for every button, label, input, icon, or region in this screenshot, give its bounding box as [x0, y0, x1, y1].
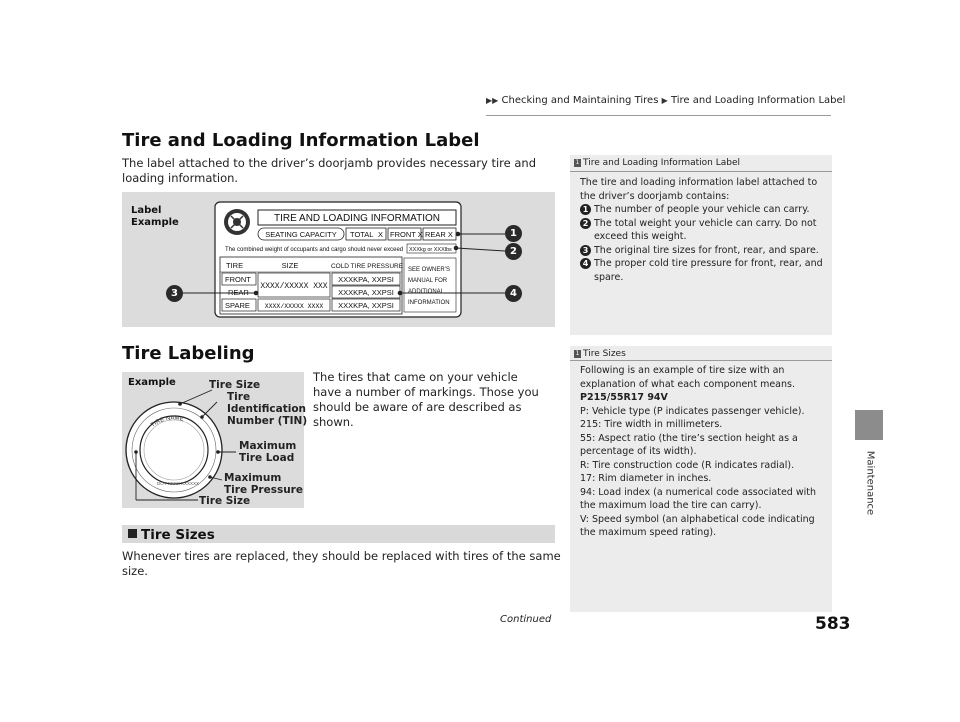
breadcrumb-arrow-icon: ▶▶: [486, 96, 499, 105]
col-size: SIZE: [281, 261, 299, 270]
tire-sizes-section-bar: [122, 525, 555, 543]
section-title-label: Tire and Loading Information Label: [122, 130, 480, 151]
note-heading-label: 1 Tire and Loading Information Label: [575, 158, 741, 168]
rear-x: REAR X: [425, 230, 453, 239]
section-body-label: The label attached to the driver’s doorjamb provides necessary tire and loading information.: [122, 156, 536, 185]
see-owner-line-4: INFORMATION: [408, 300, 450, 306]
max-pressure-label: Maximum Tire Pressure: [224, 472, 303, 496]
svg-text:DOT XXXX XXXXXX: DOT XXXX XXXXXX: [157, 481, 199, 486]
section-body-tire-labeling: The tires that came on your vehicle have a number of markings. Those you should be aware of are described as shown.: [313, 370, 539, 429]
callout-2-leader: [456, 248, 505, 251]
pressure-spare: XXXKPA, XXPSI: [338, 301, 394, 310]
side-tab-block: [855, 410, 883, 440]
label-example-caption: Label Example: [131, 205, 179, 228]
note-marker-icon: 1: [575, 350, 580, 357]
tire-size-top-label: Tire Size: [209, 379, 261, 391]
continued-label: Continued: [500, 614, 552, 625]
tire-sizes-title: Tire Sizes: [141, 527, 215, 543]
wheel-logo-icon: [224, 209, 250, 235]
side-tab-label: Maintenance: [864, 450, 876, 516]
row-rear: REAR: [228, 288, 249, 297]
callout-4: 4: [505, 285, 522, 302]
tire-name-text: TIRE NAME: [150, 415, 185, 429]
total-label: TOTAL: [350, 230, 374, 239]
row-spare: SPARE: [225, 301, 250, 310]
front-x: FRONT X: [390, 230, 423, 239]
combined-weight-text: The combined weight of occupants and cargo should never exceed: [225, 247, 404, 253]
size-spare: XXXX/XXXXX XXXX: [264, 303, 324, 310]
breadcrumb: [486, 95, 845, 106]
section-title-tire-labeling: Tire Labeling: [122, 343, 255, 364]
note-rule: [570, 171, 832, 172]
sticker-title: TIRE AND LOADING INFORMATION: [274, 213, 440, 224]
tire-size-bottom-label: Tire Size: [199, 495, 251, 507]
seating-capacity: SEATING CAPACITY: [265, 230, 337, 239]
note-body-label: The tire and loading information label attached to the driver’s doorjamb contains: 1 The number of people your vehicle can carry. 2 The total weight your vehicle can carry. Do not exceed this weight. 3 The original tire sizes for front, rear, and spare. 4 The proper cold tire pressure for front, rear, and spare.: [580, 177, 823, 283]
breadcrumb-part-1: Checking and Maintaining Tires: [501, 95, 659, 106]
row-front: FRONT: [225, 275, 251, 284]
see-owner-line-2: MANUAL FOR: [408, 278, 448, 284]
tire-sizes-body: Whenever tires are replaced, they should be replaced with tires of the same size.: [122, 549, 561, 578]
tire-loading-label-illustration: [122, 192, 555, 327]
weight-value: XXXkg or XXXlbs: [409, 247, 452, 253]
header-rule: [486, 115, 831, 116]
callout-2: 2: [505, 243, 522, 260]
pressure-front: XXXKPA, XXPSI: [338, 275, 394, 284]
tire-example-caption: Example: [128, 377, 176, 388]
see-owner-line-1: SEE OWNER’S: [408, 267, 451, 273]
note-marker-icon: 1: [575, 159, 580, 166]
breadcrumb-arrow-icon: ▶: [661, 96, 668, 105]
total-x: X: [378, 230, 384, 239]
breadcrumb-part-2: Tire and Loading Information Label: [670, 95, 846, 106]
see-owner-line-3: ADDITIONAL: [408, 289, 445, 295]
size-front-rear: XXXX/XXXXX XXX: [260, 282, 328, 291]
col-pressure: COLD TIRE PRESSURE: [330, 263, 404, 270]
section-square-icon: [128, 529, 137, 538]
note-heading-tire-sizes: 1 Tire Sizes: [575, 349, 626, 359]
callout-1: 1: [505, 225, 522, 242]
col-tire: TIRE: [226, 261, 244, 270]
tin-label: Tire Identification Number (TIN): [227, 391, 308, 427]
page-number: 583: [815, 614, 851, 634]
pressure-rear: XXXKPA, XXPSI: [338, 288, 394, 297]
max-load-label: Maximum Tire Load: [239, 440, 297, 464]
note-rule: [570, 360, 832, 361]
note-body-tire-sizes: Following is an example of tire size with an explanation of what each component means. P215/55R17 94V P: Vehicle type (P indicates passenger vehicle). 215: Tire width in millimeters. 55: Aspect ratio (the tire’s section height as a percentage of its width). R: Tire construction code (R indicates radial). 17: Rim diameter in inches. 94: Load index (a numerical code associated with the maximum load the tire can carry). V: Speed symbol (an alphabetical code indicating the maximum speed rating).: [580, 365, 816, 538]
callout-3: 3: [166, 285, 183, 302]
